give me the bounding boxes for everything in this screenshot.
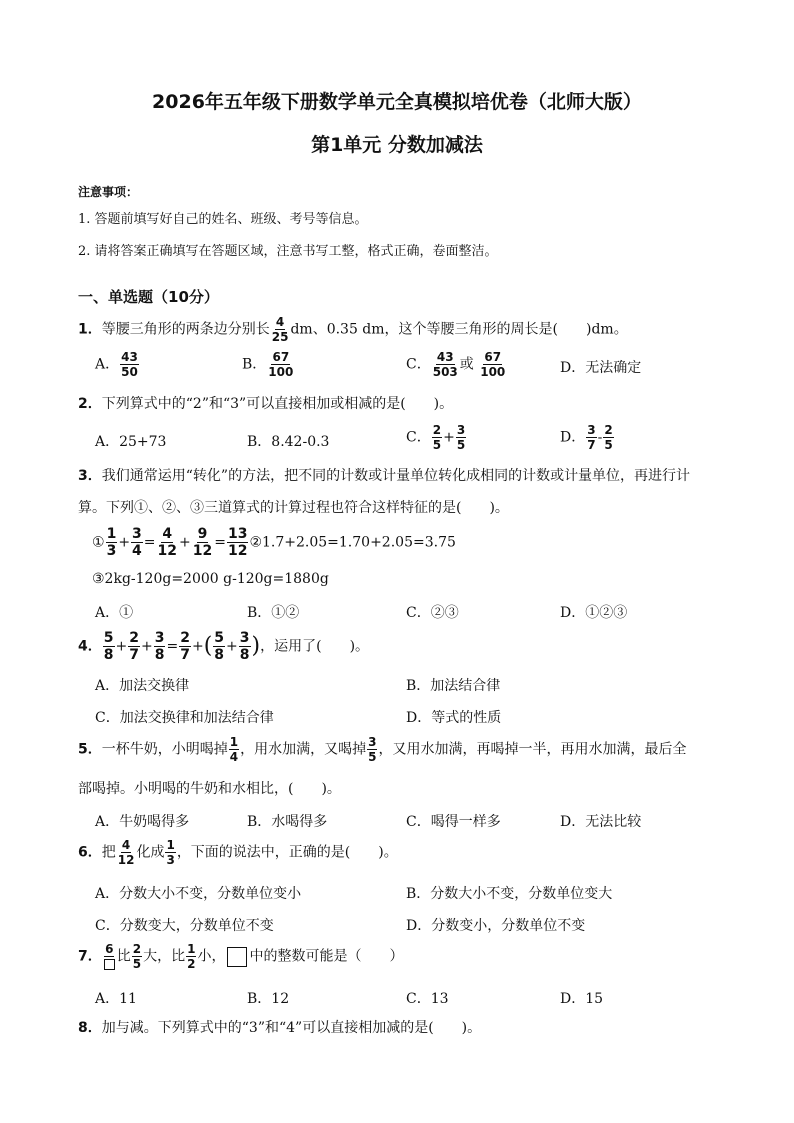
question-6 (78, 838, 398, 867)
fraction (157, 526, 178, 559)
numerator: 4 (275, 315, 285, 329)
numerator: 67 (272, 350, 290, 364)
fraction (154, 630, 166, 663)
option-b[interactable]: B．12 (247, 991, 290, 1007)
denominator: 8 (154, 647, 165, 663)
option-b[interactable] (242, 350, 295, 379)
operator: = (214, 534, 226, 551)
fraction (192, 526, 213, 559)
option-c[interactable]: C．②③ (406, 605, 459, 621)
option-b[interactable]: B．①② (247, 605, 300, 621)
question-7 (78, 942, 403, 971)
question-text: 加与减。下列算式中的“3”和“4”可以直接相加减的是( )。 (101, 1020, 482, 1036)
unit-title: 第1单元 分数加减法 (311, 134, 483, 156)
fraction (479, 350, 506, 379)
option-d[interactable]: D．无法确定 (560, 360, 642, 376)
fraction (132, 942, 142, 971)
question-number: 4． (78, 638, 102, 655)
numerator: 2 (132, 942, 142, 956)
blank-square (104, 959, 115, 970)
question-text: 小， (197, 948, 226, 965)
fraction (186, 942, 196, 971)
fraction (103, 942, 116, 971)
denominator: 5 (432, 438, 442, 452)
numerator: 1 (229, 735, 239, 749)
question-number: 1． (78, 321, 102, 338)
fraction (103, 630, 115, 663)
fraction (586, 423, 596, 452)
option-c[interactable]: C．分数变大，分数单位不变 (95, 918, 274, 934)
numerator: 67 (484, 350, 502, 364)
numerator: 2 (129, 630, 139, 646)
numerator: 4 (162, 526, 173, 542)
numerator: 3 (456, 423, 466, 437)
question-text: 把 (101, 844, 116, 861)
fraction (128, 630, 140, 663)
fraction (432, 423, 442, 452)
operator: + (140, 638, 153, 655)
question-text: 下列算式中的“2”和“3”可以直接相加或相减的是( )。 (101, 396, 454, 412)
option-c[interactable] (406, 423, 467, 452)
notes-heading: 注意事项： (78, 185, 139, 199)
numerator: 43 (121, 350, 138, 364)
question-5 (78, 735, 686, 764)
numerator: 1 (106, 526, 117, 542)
operator: + (118, 534, 131, 551)
question-text: ，又用水加满，再喝掉一半，再用水加满，最后全 (378, 741, 687, 758)
fraction (165, 838, 175, 867)
fraction (239, 630, 251, 663)
denominator: 100 (480, 365, 506, 379)
question-number: 8． (78, 1020, 102, 1036)
numerator: 2 (604, 423, 613, 437)
fraction (367, 735, 377, 764)
fraction (456, 423, 466, 452)
question-text: 我们通常运用“转化”的方法，把不同的计数或计量单位转化成相同的计数或计量单位，再进行计 (101, 468, 691, 484)
question-text: dm、0.35 dm，这个等腰三角形的周长是( )dm。 (290, 321, 628, 338)
option-b[interactable]: B．8.42-0.3 (247, 434, 330, 450)
operator: = (143, 534, 156, 551)
option-a[interactable]: A．25+73 (95, 434, 167, 450)
denominator: 25 (271, 330, 289, 344)
denominator: 503 (432, 365, 458, 379)
question-1 (78, 315, 628, 344)
option-b[interactable]: B．水喝得多 (247, 814, 328, 830)
denominator: 5 (604, 438, 613, 452)
question-8 (78, 1018, 481, 1038)
option-c[interactable]: C．喝得一样多 (406, 814, 501, 830)
question-number: 3． (78, 468, 102, 484)
denominator: 5 (456, 438, 466, 452)
question-text: 化成 (136, 844, 165, 861)
option-d[interactable]: D．分数变小，分数单位不变 (406, 918, 586, 934)
question-number: 5． (78, 741, 102, 758)
option-label: C． (406, 356, 431, 373)
option-a[interactable]: A．牛奶喝得多 (95, 814, 190, 830)
denominator: 8 (214, 647, 225, 663)
denominator: 4 (229, 750, 239, 764)
numerator: 1 (166, 838, 175, 852)
denominator: 12 (192, 543, 213, 559)
option-a[interactable] (95, 350, 140, 379)
blank-square (227, 947, 247, 967)
option-d[interactable] (560, 423, 615, 452)
fraction (227, 526, 248, 559)
option-a[interactable]: A．11 (95, 991, 137, 1007)
denominator: 3 (106, 543, 117, 559)
numerator: 3 (239, 630, 250, 646)
option-d[interactable]: D．无法比较 (560, 814, 642, 830)
question-number: 6． (78, 844, 102, 861)
option-label: D． (560, 429, 586, 446)
denominator: 2 (187, 957, 196, 971)
question-text: 比 (116, 948, 131, 965)
fraction (117, 838, 136, 867)
denominator: 4 (132, 543, 142, 559)
numerator: 9 (197, 526, 208, 542)
denominator: 12 (117, 853, 135, 867)
operator: = (166, 638, 179, 655)
expression-3: ③2kg-120g=2000 g-120g=1880g (92, 571, 329, 587)
option-a[interactable]: A．加法交换律 (95, 678, 190, 694)
note-item: 1. 答题前填写好自己的姓名、班级、考号等信息。 (78, 212, 368, 227)
numerator: 1 (187, 942, 196, 956)
numerator: 2 (180, 630, 190, 646)
option-b[interactable]: B．加法结合律 (406, 678, 501, 694)
denominator: 3 (166, 853, 175, 867)
operator: + (115, 638, 128, 655)
numerator: 43 (436, 350, 454, 364)
denominator-box (103, 957, 116, 971)
option-label: C． (406, 429, 431, 446)
numerator: 3 (132, 526, 142, 542)
numerator: 5 (214, 630, 225, 646)
denominator: 8 (103, 647, 114, 663)
question-2 (78, 394, 453, 414)
operator: + (443, 429, 455, 446)
question-text: ，用水加满，又喝掉 (240, 741, 367, 758)
operator: - (597, 429, 603, 446)
fraction (432, 350, 459, 379)
denominator: 100 (268, 365, 294, 379)
question-text: 中的整数可能是（ ） (249, 948, 404, 965)
fraction (229, 735, 239, 764)
numerator: 13 (227, 526, 248, 542)
circled-number: ① (92, 534, 105, 551)
denominator: 8 (239, 647, 250, 663)
numerator: 4 (121, 838, 131, 852)
fraction (271, 315, 290, 344)
fraction (179, 630, 191, 663)
question-3-line2: 算。下列①、②、③三道算式的计算过程也符合这样特征的是( )。 (78, 500, 509, 516)
exam-title: 2026年五年级下册数学单元全真模拟培优卷（北师大版） (152, 91, 642, 113)
operator: + (191, 638, 204, 655)
option-c[interactable] (406, 350, 507, 379)
expression-1 (92, 526, 456, 559)
question-4 (78, 630, 369, 663)
numerator: 3 (154, 630, 165, 646)
denominator: 12 (227, 543, 248, 559)
denominator: 7 (587, 438, 596, 452)
question-text: 等腰三角形的两条边分别长 (101, 321, 270, 338)
question-number: 2． (78, 396, 102, 412)
fraction (267, 350, 294, 379)
question-text: ，运用了( )。 (260, 638, 370, 655)
option-c[interactable]: C．13 (406, 991, 449, 1007)
question-text: 大，比 (143, 948, 186, 965)
denominator: 5 (368, 750, 377, 764)
question-5-line2: 部喝掉。小明喝的牛奶和水相比，( )。 (78, 781, 341, 797)
option-d[interactable]: D．15 (560, 991, 604, 1007)
question-number: 7． (78, 948, 102, 965)
option-c[interactable]: C．加法交换律和加法结合律 (95, 710, 274, 726)
question-3 (78, 466, 690, 486)
fraction (131, 526, 143, 559)
option-a[interactable]: A．分数大小不变，分数单位变小 (95, 886, 302, 902)
question-text: ，下面的说法中，正确的是( )。 (176, 844, 398, 861)
numerator: 3 (587, 423, 596, 437)
numerator: 2 (432, 423, 442, 437)
numerator: 6 (105, 942, 114, 956)
operator: + (226, 638, 238, 655)
fraction (120, 350, 139, 379)
denominator: 7 (129, 647, 139, 663)
option-label: A． (95, 356, 120, 373)
or-text: 或 (459, 356, 474, 373)
denominator: 5 (132, 957, 142, 971)
denominator: 50 (121, 365, 138, 379)
left-paren: ( (203, 633, 213, 659)
expression-2: ②1.7+2.05=1.70+2.05=3.75 (249, 534, 456, 551)
option-d[interactable]: D．①②③ (560, 605, 628, 621)
denominator: 12 (157, 543, 178, 559)
fraction (603, 423, 613, 452)
right-paren: ) (251, 633, 261, 659)
option-label: B． (242, 356, 267, 373)
option-a[interactable]: A．① (95, 605, 134, 621)
note-item: 2. 请将答案正确填写在答题区域，注意书写工整，格式正确，卷面整洁。 (78, 244, 498, 259)
numerator: 3 (368, 735, 377, 749)
section-heading: 一、单选题（10分） (78, 288, 219, 306)
option-d[interactable]: D．等式的性质 (406, 710, 502, 726)
option-b[interactable]: B．分数大小不变，分数单位变大 (406, 886, 613, 902)
fraction (106, 526, 118, 559)
question-text: 一杯牛奶，小明喝掉 (101, 741, 228, 758)
numerator: 5 (103, 630, 114, 646)
operator: + (179, 534, 191, 551)
fraction (213, 630, 225, 663)
denominator: 7 (180, 647, 190, 663)
